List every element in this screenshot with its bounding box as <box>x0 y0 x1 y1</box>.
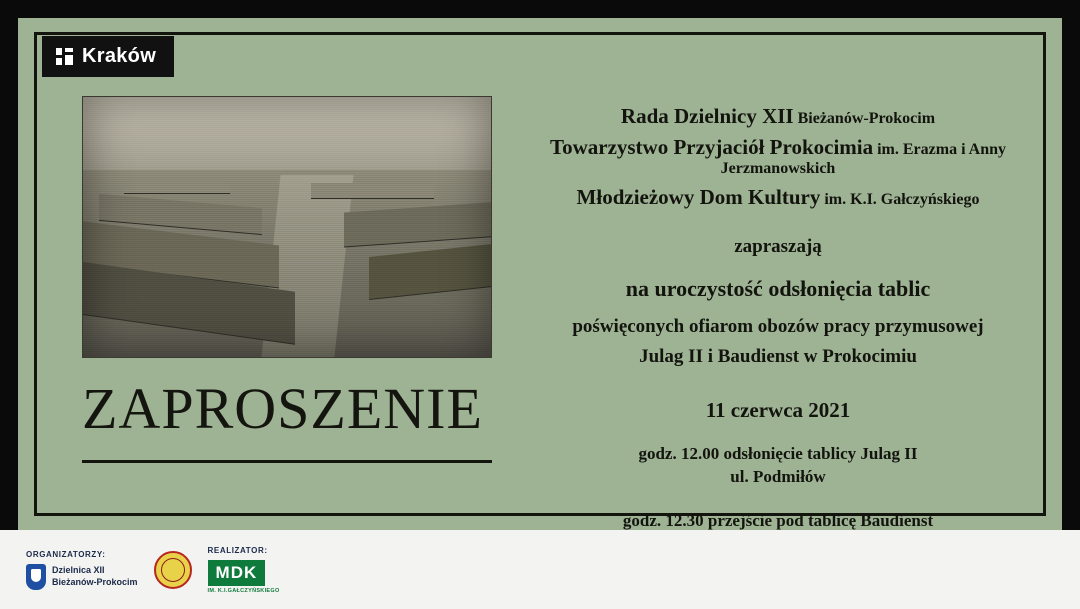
mdk-logo-subtitle: IM. K.I.GAŁCZYŃSKIEGO <box>207 587 280 594</box>
mdk-logo: MDK <box>208 560 266 586</box>
district-organizer-name <box>52 565 138 588</box>
krakow-badge-label: Kraków <box>82 45 157 67</box>
krakow-logo-icon <box>56 48 73 65</box>
poster-title-rule <box>82 460 492 463</box>
poster-left-panel <box>82 96 492 486</box>
krakow-city-badge <box>42 36 174 77</box>
invite-headline: na uroczystość odsłonięcia tablic <box>625 275 931 301</box>
organizer-suffix: im. K.I. Gałczyńskiego <box>824 191 980 209</box>
schedule-entry-time: godz. 12.30 przejście pod tablicę Baudienst <box>622 511 934 531</box>
organizer-name: Młodzieżowy Dom Kultury <box>576 185 821 210</box>
tpp-seal-icon <box>154 551 192 589</box>
photo-vignette <box>83 97 491 357</box>
frame-left-bar <box>0 0 18 609</box>
organizers-block <box>26 550 138 590</box>
realizator-label: REALIZATOR: <box>207 545 268 555</box>
organizer-line <box>518 185 1038 209</box>
organizer-name: Rada Dzielnicy XII <box>620 104 794 128</box>
organizer-name: Towarzystwo Przyjaciół Prokocimia <box>550 135 874 160</box>
schedule-entry <box>518 443 1038 489</box>
poster-footer <box>0 530 1080 609</box>
poster-content <box>18 18 1062 530</box>
organizer-suffix: Bieżanów-Prokocim <box>797 110 936 127</box>
historic-photo <box>82 96 492 358</box>
district-name-line1: Dzielnica XII <box>52 565 105 576</box>
organizer-suffix: im. Erazma i Anny Jerzmanowskich <box>720 141 1006 177</box>
district-organizer <box>26 564 138 590</box>
organizer-line <box>518 104 1038 128</box>
frame-top-bar <box>0 0 1080 18</box>
schedule-entry-place: ul. Podmiłów <box>730 466 826 486</box>
organizers-label: ORGANIZATORZY: <box>26 549 106 559</box>
association-seal-block <box>154 551 192 589</box>
poster-text-column <box>518 104 1038 556</box>
event-date: 11 czerwca 2021 <box>705 397 851 422</box>
district-crest-icon <box>26 564 46 590</box>
schedule-entry-time: godz. 12.00 odsłonięcie tablicy Julag II <box>638 443 918 463</box>
invite-subline-1: poświęconych ofiarom obozów pracy przymusowej <box>572 315 984 337</box>
invite-subline-2: Julag II i Baudienst w Prokocimiu <box>639 345 917 367</box>
realizator-block <box>208 546 280 594</box>
poster-title: ZAPROSZENIE <box>82 376 483 441</box>
frame-right-bar <box>1062 0 1080 609</box>
invite-verb: zapraszają <box>734 235 822 257</box>
organizer-line <box>518 135 1038 178</box>
district-name-line2: Bieżanów-Prokocim <box>52 576 138 587</box>
